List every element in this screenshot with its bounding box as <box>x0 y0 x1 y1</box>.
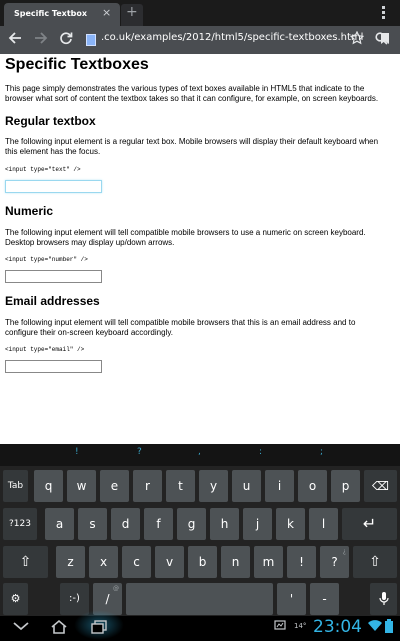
key-o[interactable]: o <box>298 470 327 502</box>
key-c[interactable]: c <box>122 546 151 578</box>
key-question-label: ? <box>331 555 338 569</box>
close-icon[interactable]: × <box>102 6 112 19</box>
suggestion-semicolon[interactable]: ; <box>320 447 324 457</box>
on-screen-keyboard <box>0 444 400 616</box>
overflow-menu-icon[interactable] <box>382 6 386 20</box>
key-q[interactable]: q <box>34 470 63 502</box>
back-icon[interactable] <box>4 29 26 51</box>
key-dash[interactable]: - <box>310 583 339 615</box>
key-slash-label: / <box>105 592 110 606</box>
wifi-icon <box>368 619 382 637</box>
shift-icon: ⇧ <box>19 554 32 570</box>
microphone-icon <box>379 592 389 606</box>
key-slash-hint: @ <box>113 585 119 592</box>
temperature-text: 14° <box>294 622 307 630</box>
key-e[interactable]: e <box>100 470 129 502</box>
section-text-numeric-1: The following input element will tell compatible mobile browsers to use a numeric on screen keyboard. <box>5 228 366 237</box>
key-f[interactable]: f <box>144 508 173 540</box>
microphone-key[interactable] <box>370 583 397 615</box>
settings-icon: ⚙ <box>10 592 21 605</box>
shift-right-key[interactable] <box>353 546 397 578</box>
code-sample-email: <input type="email" /> <box>5 346 85 353</box>
key-h[interactable]: h <box>210 508 239 540</box>
key-l[interactable]: l <box>309 508 338 540</box>
suggestion-exclamation[interactable]: ! <box>75 447 79 457</box>
browser-toolbar <box>0 26 400 54</box>
home-icon[interactable] <box>50 619 68 641</box>
intro-line-1: This page simply demonstrates the various types of text boxes available in HTML5 that indicate to the <box>5 84 365 93</box>
section-text-numeric-2: Desktop browsers may display up/down arrows. <box>5 238 175 247</box>
clock-text[interactable]: 23:04 <box>313 617 362 637</box>
section-heading-email: Email addresses <box>5 294 100 308</box>
plus-icon: + <box>126 4 138 20</box>
key-exclamation[interactable] <box>287 546 316 578</box>
forward-icon[interactable] <box>30 29 52 51</box>
key-tab[interactable]: Tab <box>3 470 28 502</box>
bookmarks-icon[interactable] <box>376 29 394 51</box>
recent-apps-icon[interactable] <box>90 619 108 641</box>
key-r[interactable]: r <box>133 470 162 502</box>
new-tab-button[interactable] <box>121 4 143 26</box>
key-symbols[interactable]: ?123 <box>3 508 37 540</box>
settings-key[interactable] <box>3 583 28 615</box>
tab-strip <box>0 0 400 26</box>
url-text: .co.uk/examples/2012/html5/specific-textboxes.html <box>101 32 364 43</box>
smiley-key[interactable]: :-) <box>60 583 89 615</box>
key-exclamation-label: ! <box>299 555 304 569</box>
tab-title: Specific Textbox <box>14 9 88 18</box>
key-y[interactable]: y <box>199 470 228 502</box>
email-input[interactable] <box>5 360 102 373</box>
key-apostrophe[interactable]: ' <box>277 583 306 615</box>
key-d[interactable]: d <box>111 508 140 540</box>
number-input[interactable] <box>5 270 102 283</box>
key-u[interactable]: u <box>232 470 261 502</box>
backspace-key[interactable] <box>364 470 397 502</box>
key-j[interactable]: j <box>243 508 272 540</box>
section-text-regular-2: this element has the focus. <box>5 147 101 156</box>
text-input[interactable] <box>5 180 102 193</box>
url-bar[interactable] <box>80 30 364 50</box>
section-text-email-1: The following input element will tell compatible mobile browsers that this is an email address and to <box>5 318 356 327</box>
section-heading-numeric: Numeric <box>5 204 54 218</box>
key-w[interactable]: w <box>67 470 96 502</box>
page-title: Specific Textboxes <box>5 56 149 73</box>
key-g[interactable]: g <box>177 508 206 540</box>
star-icon[interactable] <box>347 29 367 51</box>
section-text-regular-1: The following input element is a regular text box. Mobile browsers will display their default keyboard when <box>5 137 379 146</box>
key-i[interactable]: i <box>265 470 294 502</box>
site-icon <box>86 34 96 46</box>
key-v[interactable]: v <box>155 546 184 578</box>
key-m[interactable]: m <box>254 546 283 578</box>
section-heading-regular: Regular textbox <box>5 114 96 128</box>
web-page <box>0 54 400 444</box>
key-x[interactable]: x <box>89 546 118 578</box>
suggestion-question[interactable]: ? <box>137 447 142 457</box>
suggestion-colon[interactable]: : <box>259 447 263 457</box>
key-n[interactable]: n <box>221 546 250 578</box>
system-navigation-bar <box>0 616 400 640</box>
key-z[interactable]: z <box>56 546 85 578</box>
tab-specific-textbox[interactable] <box>4 3 120 26</box>
keyboard-hide-icon[interactable] <box>12 619 30 639</box>
key-question[interactable] <box>320 546 349 578</box>
space-key[interactable] <box>126 583 273 615</box>
suggestion-comma[interactable]: , <box>198 447 201 457</box>
backspace-icon: ⌫ <box>372 479 389 493</box>
shift-left-key[interactable] <box>3 546 48 578</box>
key-p[interactable]: p <box>331 470 360 502</box>
code-sample-number: <input type="number" /> <box>5 256 88 263</box>
suggestion-strip <box>0 444 400 466</box>
key-k[interactable]: k <box>276 508 305 540</box>
shift-right-icon: ⇧ <box>369 554 381 570</box>
key-s[interactable]: s <box>78 508 107 540</box>
enter-key[interactable] <box>342 508 397 540</box>
key-t[interactable]: t <box>166 470 195 502</box>
section-text-email-2: configure their on-screen keyboard accordingly. <box>5 328 173 337</box>
refresh-icon[interactable] <box>55 29 77 51</box>
code-sample-text: <input type="text" /> <box>5 166 81 173</box>
key-b[interactable]: b <box>188 546 217 578</box>
key-a[interactable]: a <box>45 508 74 540</box>
key-question-hint: ¿ <box>342 548 346 555</box>
intro-line-2: browser what sort of content the textbox takes so that it can configure, for example, on screen keyboards. <box>5 94 379 103</box>
battery-icon <box>385 619 393 639</box>
enter-icon: ↵ <box>362 514 377 533</box>
screenshot-icon <box>274 619 286 638</box>
